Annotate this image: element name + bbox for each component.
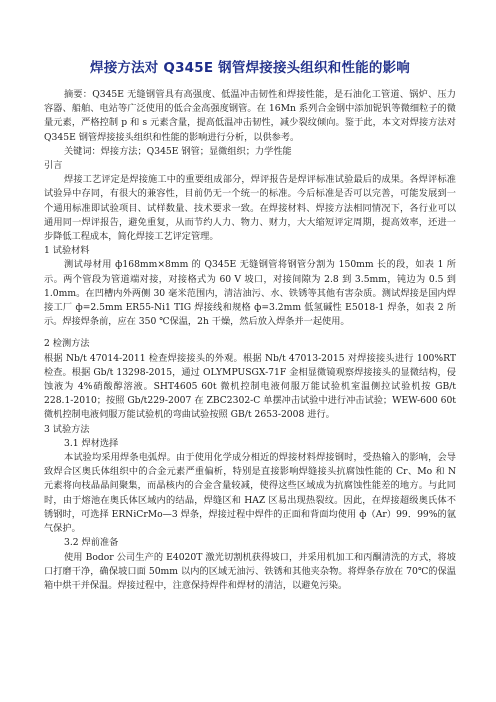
keywords: 关键词：焊接方法；Q345E 钢管；显微组织；力学性能 <box>64 145 292 157</box>
abstract: 摘要：Q345E 无缝钢管具有高强度、低温冲击韧性和焊接性能，是石油化工管道、锅炉、压力容器、船舶、电站等广泛使用的低合金高强度钢管。在 16Mn 系列合金钢中添加铌钒等微细粒子的微量元素，严格控制 p 和 s 元素含量，提高低温冲击韧性，减少裂纹倾向。鉴于此，本文对焊接方法对 Q345E 钢管焊接接头组织和性能的影响进行分析，以供参考。 <box>44 89 456 143</box>
section-1-text: 测试母材用 ф168mm×8mm 的 Q345E 无缝钢管将钢管分割为 150mm 长的段，如表 1 所示。两个管段为管道端对接，对接格式为 60 V 坡口，对接间隙为 2.8 到 3.5mm，钝边为 0.5 到 1.0mm。在凹槽内外两侧 30 毫米范围内，清洁油污、水、铁锈等其他有害杂质。测试焊接是国内焊接工厂 ф=2.5mm ER55-Ni1 TIG 焊接线和规格 ф=3.2mm 低氢碱性 E5018-1 焊条，如表 2 所示。焊接焊条前，应在 350 ℃保温，2h 干燥，然后放入焊条并一起使用。 <box>44 259 456 328</box>
paper-title: 焊接方法对 Q345E 钢管焊接接头组织和性能的影响 <box>90 60 410 76</box>
spacer <box>44 329 456 337</box>
section-3-2-heading: 3.2 焊前准备 <box>64 537 119 549</box>
section-1-heading: 1 试验材料 <box>44 245 90 257</box>
intro-heading: 引言 <box>44 160 63 172</box>
section-2-text: 根据 Nb/t 47014-2011 检查焊接接头的外观。根据 Nb/t 47013-2015 对焊接接头进行 100%RT 检查。根据 Gb/t 13298-2015，通过 OLYMPUSGX-71F 金相显微镜观察焊接接头的显微结构，侵蚀液为 4%硝酸醇溶液。SHT4605 60t 微机控制电液伺服万能试验机室温侧拉试验机按 GB/t 228.1-2010；按照 Gb/t229-2007 在 ZBC2302-C 单摆冲击试验中进行冲击试验；WEW-600 60t 微机控制电液伺服万能试验机的弯曲试验按照 GB/t 2653-2008 进行。 <box>44 352 456 421</box>
section-3-2-text: 使用 Bodor 公司生产的 E4020T 激光切割机获得坡口，并采用机加工和丙酮清洗的方式，将坡口打磨干净，确保坡口面 50mm 以内的区域无油污、铁锈和其他夹杂物。将焊条存放在 70℃的保温箱中烘干并保温。焊接过程中，注意保持焊件和焊材的清洁，以避免污染。 <box>44 551 456 591</box>
section-3-heading: 3 试验方法 <box>44 423 90 435</box>
section-2-heading: 2 检测方法 <box>44 338 90 350</box>
intro-text: 焊接工艺评定是焊接施工中的重要组成部分，焊评报告是焊评标准试验最后的成果。各焊评标准试验异中存同，有很大的兼容性，目前仍无一个统一的标准。今后标准是否可以完善，可能发展到一个通用标准即试验项目、试样数量、技术要求一致。在焊接材料、焊接方法相同情况下，各行业可以通用同一焊评报告，避免重复，从而节约人力、物力、财力，大大缩短评定周期，提高效率，还进一步降低工程成本，简化焊接工艺评定管理。 <box>44 174 456 243</box>
section-3-1-text: 本试验均采用焊条电弧焊。由于使用化学成分相近的焊接材料焊接钢时，受热输入的影响，会导致焊合区奥氏体组织中的合金元素严重偏析，特别是直接影响焊缝接头抗腐蚀性能的 Cr、Mo 和 N 元素将向枝晶晶间聚集，而晶核内的合金含量较减，使得这些区域成为抗腐蚀性能差的地方。与此同时，由于熔池在奥氏体区域内的结晶，焊缝区和 HAZ 区易出现热裂纹。因此，在焊接超级奥氏体不锈钢时，可选择 ERNiCrMo—3 焊条，焊接过程中焊件的正面和背面均使用 ф（Ar）99．99%的氩气保护。 <box>44 452 456 535</box>
section-3-1-heading: 3.1 焊材选择 <box>64 437 119 449</box>
